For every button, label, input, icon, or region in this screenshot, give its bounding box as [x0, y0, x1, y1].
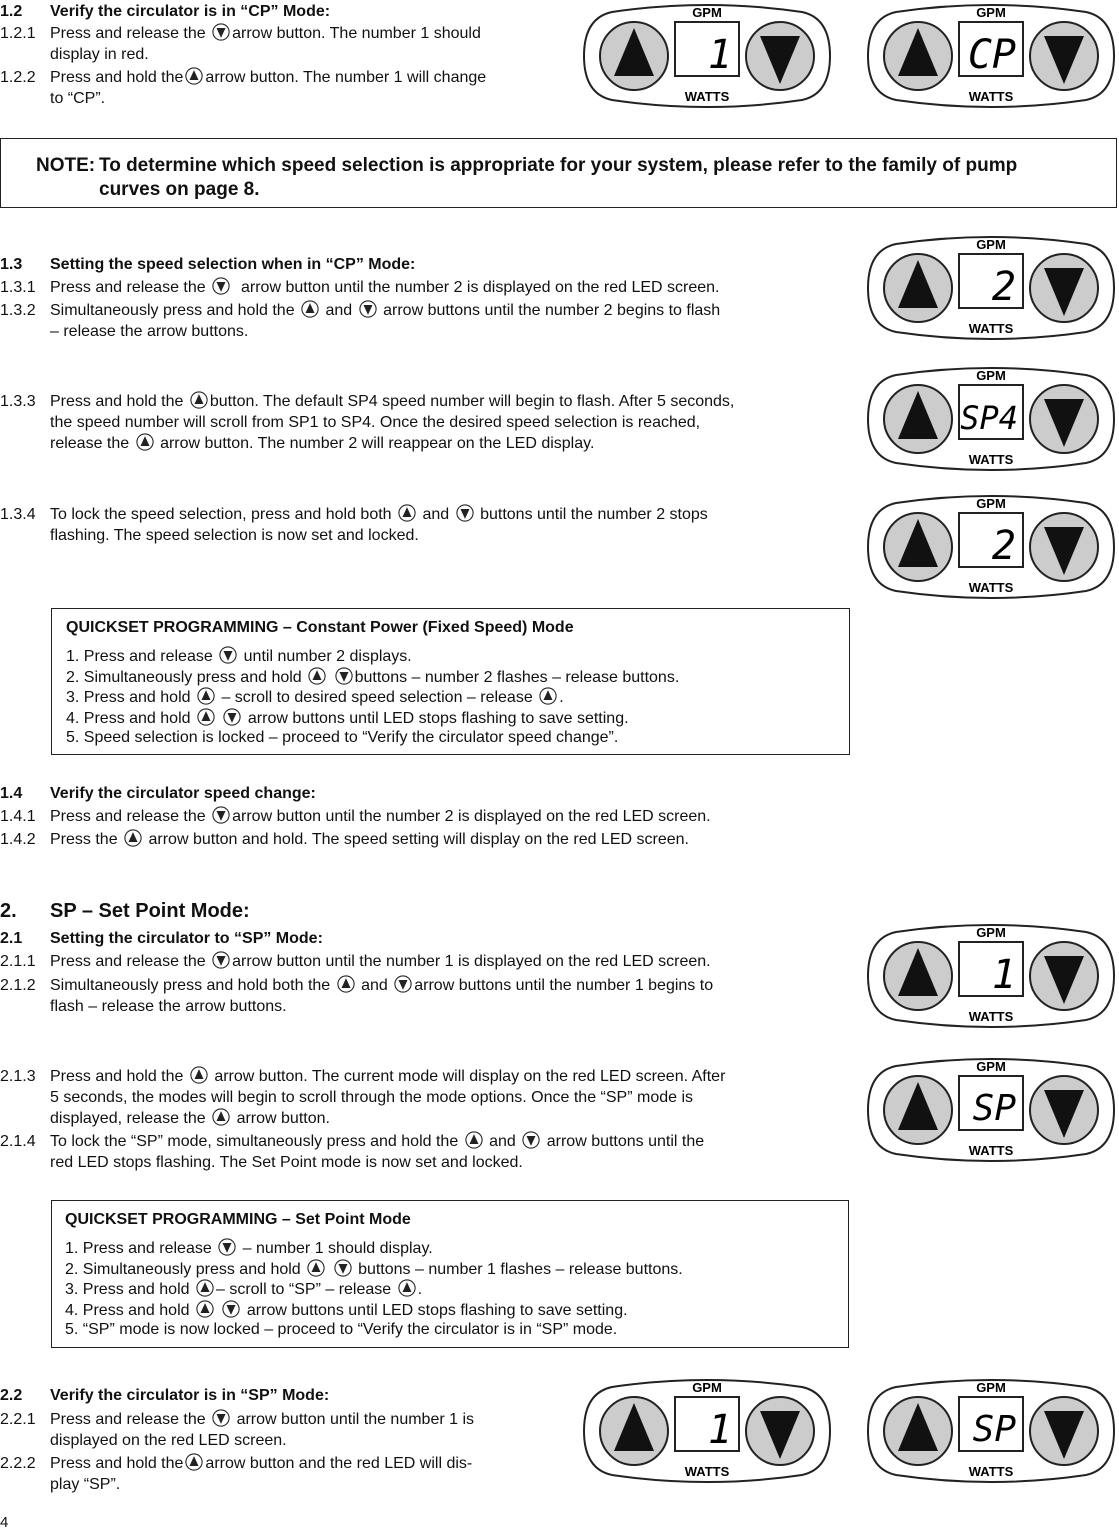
up-arrow-button-icon [197, 708, 215, 726]
step-text: 1. Press and release [66, 648, 213, 665]
quickset-title: QUICKSET PROGRAMMING – Constant Power (Fixed Speed) Mode [66, 619, 574, 636]
step-2-1-3-cont: 5 seconds, the modes will begin to scroll through the mode options. Once the “SP” mode is [50, 1089, 694, 1106]
step-1-3-4-cont: flashing. The speed selection is now set and locked. [50, 527, 419, 544]
control-panel-display-5 [866, 491, 1116, 603]
control-panel-display-7 [866, 1054, 1116, 1166]
step-2-1-3-cont-2 [50, 1108, 330, 1129]
up-arrow-button-icon [185, 1453, 203, 1471]
up-arrow-button-icon [136, 433, 154, 451]
step-text: Press and release the [50, 25, 206, 42]
gpm-label: GPM [976, 1380, 1006, 1395]
section-1-2-heading: Verify the circulator is in “CP” Mode: [50, 3, 331, 20]
watts-label: WATTS [684, 89, 730, 104]
down-arrow-button-icon [212, 23, 230, 41]
step-text: Press and hold the [50, 1068, 184, 1085]
control-panel-display-2 [866, 0, 1116, 112]
step-1-3-4-number: 1.3.4 [0, 506, 36, 523]
step-text: and [325, 302, 353, 319]
quickset-step-2 [66, 667, 679, 688]
step-2-2-2-number: 2.2.2 [0, 1455, 36, 1472]
step-text: arrow button. The current mode will display on the red LED screen. After [214, 1068, 726, 1085]
up-arrow-button-icon [190, 1066, 208, 1084]
up-arrow-button-icon [465, 1131, 483, 1149]
control-panel-icon [866, 491, 1116, 603]
step-1-3-3-cont: the speed number will scroll from SP1 to SP4. Once the desired speed selection is reached, [50, 414, 701, 431]
step-text: To lock the “SP” mode, simultaneously press and hold the [50, 1133, 459, 1150]
step-text: displayed, release the [50, 1110, 206, 1127]
step-text: 4. Press and hold [66, 710, 191, 727]
step-text: arrow button and hold. The speed setting will display on the red LED screen. [148, 831, 689, 848]
step-2-2-2 [50, 1453, 472, 1474]
step-2-1-1-number: 2.1.1 [0, 953, 36, 970]
step-text: . [417, 1281, 423, 1298]
up-arrow-button-icon [398, 504, 416, 522]
down-arrow-button-icon [456, 504, 474, 522]
step-1-3-2 [50, 300, 720, 321]
step-1-3-3 [50, 391, 734, 412]
step-2-1-3-number: 2.1.3 [0, 1068, 36, 1085]
section-2-2-number: 2.2 [0, 1387, 23, 1404]
down-arrow-button-icon [334, 1259, 352, 1277]
quickset-box-set-point [51, 1200, 849, 1348]
step-1-3-1 [50, 277, 720, 298]
quickset-step-3 [65, 1279, 422, 1300]
control-panel-icon [582, 1375, 832, 1487]
step-text: arrow button until the number 1 is [236, 1411, 475, 1428]
step-text: 2. Simultaneously press and hold [65, 1261, 301, 1278]
step-1-3-2-number: 1.3.2 [0, 302, 36, 319]
step-1-4-2-number: 1.4.2 [0, 831, 36, 848]
led-readout: SP [972, 1088, 1016, 1129]
watts-label: WATTS [968, 580, 1014, 595]
watts-label: WATTS [968, 1009, 1014, 1024]
step-text: buttons until the number 2 stops [480, 506, 708, 523]
section-2-1-number: 2.1 [0, 930, 23, 947]
watts-label: WATTS [968, 89, 1014, 104]
step-1-2-1-cont: display in red. [50, 46, 149, 63]
gpm-label: GPM [976, 368, 1006, 383]
down-arrow-button-icon [394, 975, 412, 993]
step-text: 2. Simultaneously press and hold [66, 669, 302, 686]
step-text: and [422, 506, 450, 523]
step-1-4-2 [50, 829, 689, 850]
down-arrow-button-icon [359, 300, 377, 318]
gpm-label: GPM [976, 1059, 1006, 1074]
section-2-2-heading: Verify the circulator is in “SP” Mode: [50, 1387, 330, 1404]
step-text: Simultaneously press and hold both the [50, 977, 331, 994]
step-text: arrow buttons until the number 2 begins to flash [383, 302, 721, 319]
step-text: buttons – number 1 flashes – release buttons. [358, 1261, 683, 1278]
step-2-1-3 [50, 1066, 725, 1087]
control-panel-icon [866, 232, 1116, 344]
led-readout: 2 [991, 523, 1016, 569]
step-2-1-4-cont: red LED stops flashing. The Set Point mode is now set and locked. [50, 1154, 523, 1171]
step-text: Press and release the [50, 953, 206, 970]
step-text: and [361, 977, 388, 994]
note-label: NOTE: [36, 155, 96, 176]
led-readout: SP4 [960, 399, 1018, 437]
control-panel-icon [582, 0, 832, 112]
led-readout: 1 [707, 32, 732, 78]
down-arrow-button-icon [222, 1300, 240, 1318]
step-text: . [559, 689, 564, 706]
up-arrow-button-icon [190, 391, 208, 409]
step-text: – scroll to “SP” – release [215, 1281, 392, 1298]
step-text: – scroll to desired speed selection – release [221, 689, 533, 706]
step-text: 4. Press and hold [65, 1302, 190, 1319]
control-panel-display-3 [866, 232, 1116, 344]
watts-label: WATTS [684, 1464, 730, 1479]
section-1-3-number: 1.3 [0, 256, 23, 273]
note-text-line-1: To determine which speed selection is appropriate for your system, please refer to the family of pump [99, 155, 1018, 176]
control-panel-display-9 [866, 1375, 1116, 1487]
section-2-title: SP – Set Point Mode: [50, 900, 250, 922]
watts-label: WATTS [968, 452, 1014, 467]
gpm-label: GPM [976, 496, 1006, 511]
step-text: arrow button. The number 1 should [232, 25, 481, 42]
step-1-2-1 [50, 23, 481, 44]
section-1-4-heading: Verify the circulator speed change: [50, 785, 316, 802]
led-readout: CP [967, 32, 1016, 78]
quickset-step-4 [66, 708, 629, 729]
up-arrow-button-icon [539, 687, 557, 705]
gpm-label: GPM [976, 5, 1006, 20]
step-text: Press and hold the [50, 393, 184, 410]
led-readout: SP [972, 1409, 1016, 1450]
step-text: arrow buttons until LED stops flashing to save setting. [246, 1302, 628, 1319]
gpm-label: GPM [976, 237, 1006, 252]
down-arrow-button-icon [212, 1409, 230, 1427]
step-text: arrow buttons until the number 1 begins to [414, 977, 714, 994]
control-panel-display-8 [582, 1375, 832, 1487]
step-text: until number 2 displays. [243, 648, 412, 665]
step-text: 1. Press and release [65, 1240, 212, 1257]
down-arrow-button-icon [335, 667, 353, 685]
down-arrow-button-icon [522, 1131, 540, 1149]
down-arrow-button-icon [212, 951, 230, 969]
quickset-step-4 [65, 1300, 628, 1321]
led-readout: 1 [991, 952, 1016, 998]
step-text: – number 1 should display. [242, 1240, 433, 1257]
quickset-step-1 [65, 1238, 433, 1259]
up-arrow-button-icon [337, 975, 355, 993]
quickset-step-3 [66, 687, 564, 708]
step-1-2-2 [50, 67, 486, 88]
step-text: button. The default SP4 speed number will begin to flash. After 5 seconds, [209, 393, 735, 410]
step-2-1-4 [50, 1131, 704, 1152]
step-1-4-1-number: 1.4.1 [0, 808, 36, 825]
step-2-2-1-number: 2.2.1 [0, 1411, 36, 1428]
up-arrow-button-icon [301, 300, 319, 318]
up-arrow-button-icon [398, 1279, 416, 1297]
step-1-3-3-number: 1.3.3 [0, 393, 36, 410]
step-2-2-1 [50, 1409, 474, 1430]
step-1-2-1-number: 1.2.1 [0, 25, 36, 42]
step-text: 3. Press and hold [66, 689, 191, 706]
step-2-1-2-cont: flash – release the arrow buttons. [50, 998, 287, 1015]
step-text: arrow button and the red LED will dis- [205, 1455, 473, 1472]
step-2-1-2-number: 2.1.2 [0, 977, 36, 994]
gpm-label: GPM [692, 1380, 722, 1395]
led-readout: 1 [707, 1407, 732, 1453]
up-arrow-button-icon [212, 1108, 230, 1126]
control-panel-icon [866, 363, 1116, 475]
step-2-1-1 [50, 951, 711, 972]
step-2-1-4-number: 2.1.4 [0, 1133, 36, 1150]
step-text: arrow button until the number 2 is displayed on the red LED screen. [241, 279, 720, 296]
quickset-step-2 [65, 1259, 683, 1280]
step-text: buttons – number 2 flashes – release buttons. [354, 669, 680, 686]
up-arrow-button-icon [124, 829, 142, 847]
up-arrow-button-icon [185, 67, 203, 85]
control-panel-display-6 [866, 920, 1116, 1032]
step-text: To lock the speed selection, press and hold both [50, 506, 392, 523]
quickset-step-1 [66, 646, 412, 667]
step-text: arrow button. [236, 1110, 330, 1127]
step-2-2-2-cont: play “SP”. [50, 1476, 121, 1493]
up-arrow-button-icon [196, 1300, 214, 1318]
step-text: 3. Press and hold [65, 1281, 190, 1298]
note-text-line-2: curves on page 8. [99, 179, 260, 200]
quickset-step-5: 5. “SP” mode is now locked – proceed to “Verify the circulator is in “SP” mode. [65, 1321, 618, 1338]
step-1-3-4 [50, 504, 708, 525]
section-1-3-heading: Setting the speed selection when in “CP” Mode: [50, 256, 416, 273]
down-arrow-button-icon [219, 646, 237, 664]
step-text: Press and hold the [50, 69, 184, 86]
control-panel-display-4 [866, 363, 1116, 475]
step-1-3-1-number: 1.3.1 [0, 279, 36, 296]
up-arrow-button-icon [307, 1259, 325, 1277]
quickset-box-constant-power [51, 608, 850, 755]
up-arrow-button-icon [196, 1279, 214, 1297]
section-1-2-number: 1.2 [0, 3, 23, 20]
gpm-label: GPM [692, 5, 722, 20]
step-1-4-1 [50, 806, 711, 827]
quickset-title: QUICKSET PROGRAMMING – Set Point Mode [65, 1211, 411, 1228]
step-2-1-2 [50, 975, 713, 996]
control-panel-icon [866, 0, 1116, 112]
control-panel-icon [866, 1054, 1116, 1166]
quickset-step-5: 5. Speed selection is locked – proceed to “Verify the circulator speed change”. [66, 729, 619, 746]
step-text: Press and release the [50, 808, 206, 825]
step-text: arrow button until the number 2 is displayed on the red LED screen. [232, 808, 711, 825]
step-1-2-2-number: 1.2.2 [0, 69, 36, 86]
control-panel-icon [866, 920, 1116, 1032]
down-arrow-button-icon [223, 708, 241, 726]
step-text: Press and release the [50, 279, 206, 296]
step-text: arrow buttons until LED stops flashing to save setting. [247, 710, 629, 727]
control-panel-icon [866, 1375, 1116, 1487]
down-arrow-button-icon [212, 806, 230, 824]
page-number: 4 [0, 1514, 9, 1531]
step-text: arrow button. The number 2 will reappear on the LED display. [160, 435, 595, 452]
up-arrow-button-icon [197, 687, 215, 705]
step-text: Press and release the [50, 1411, 206, 1428]
watts-label: WATTS [968, 321, 1014, 336]
step-1-3-3-cont-2 [50, 433, 594, 454]
step-1-3-2-cont: – release the arrow buttons. [50, 323, 249, 340]
led-readout: 2 [991, 264, 1016, 310]
down-arrow-button-icon [212, 277, 230, 295]
watts-label: WATTS [968, 1464, 1014, 1479]
control-panel-display-1 [582, 0, 832, 112]
step-2-2-1-cont: displayed on the red LED screen. [50, 1432, 287, 1449]
step-text: Press and hold the [50, 1455, 184, 1472]
step-text: arrow button. The number 1 will change [205, 69, 487, 86]
step-text: Press the [50, 831, 118, 848]
step-text: release the [50, 435, 130, 452]
up-arrow-button-icon [308, 667, 326, 685]
section-2-1-heading: Setting the circulator to “SP” Mode: [50, 930, 323, 947]
section-1-4-number: 1.4 [0, 785, 23, 802]
step-text: Simultaneously press and hold the [50, 302, 295, 319]
step-text: and [489, 1133, 516, 1150]
step-text: arrow button until the number 1 is displayed on the red LED screen. [232, 953, 711, 970]
step-text: arrow buttons until the [546, 1133, 705, 1150]
step-1-2-2-cont: to “CP”. [50, 90, 106, 107]
gpm-label: GPM [976, 925, 1006, 940]
watts-label: WATTS [968, 1143, 1014, 1158]
down-arrow-button-icon [218, 1238, 236, 1256]
section-2-number: 2. [0, 900, 17, 922]
note-box [0, 138, 1117, 208]
